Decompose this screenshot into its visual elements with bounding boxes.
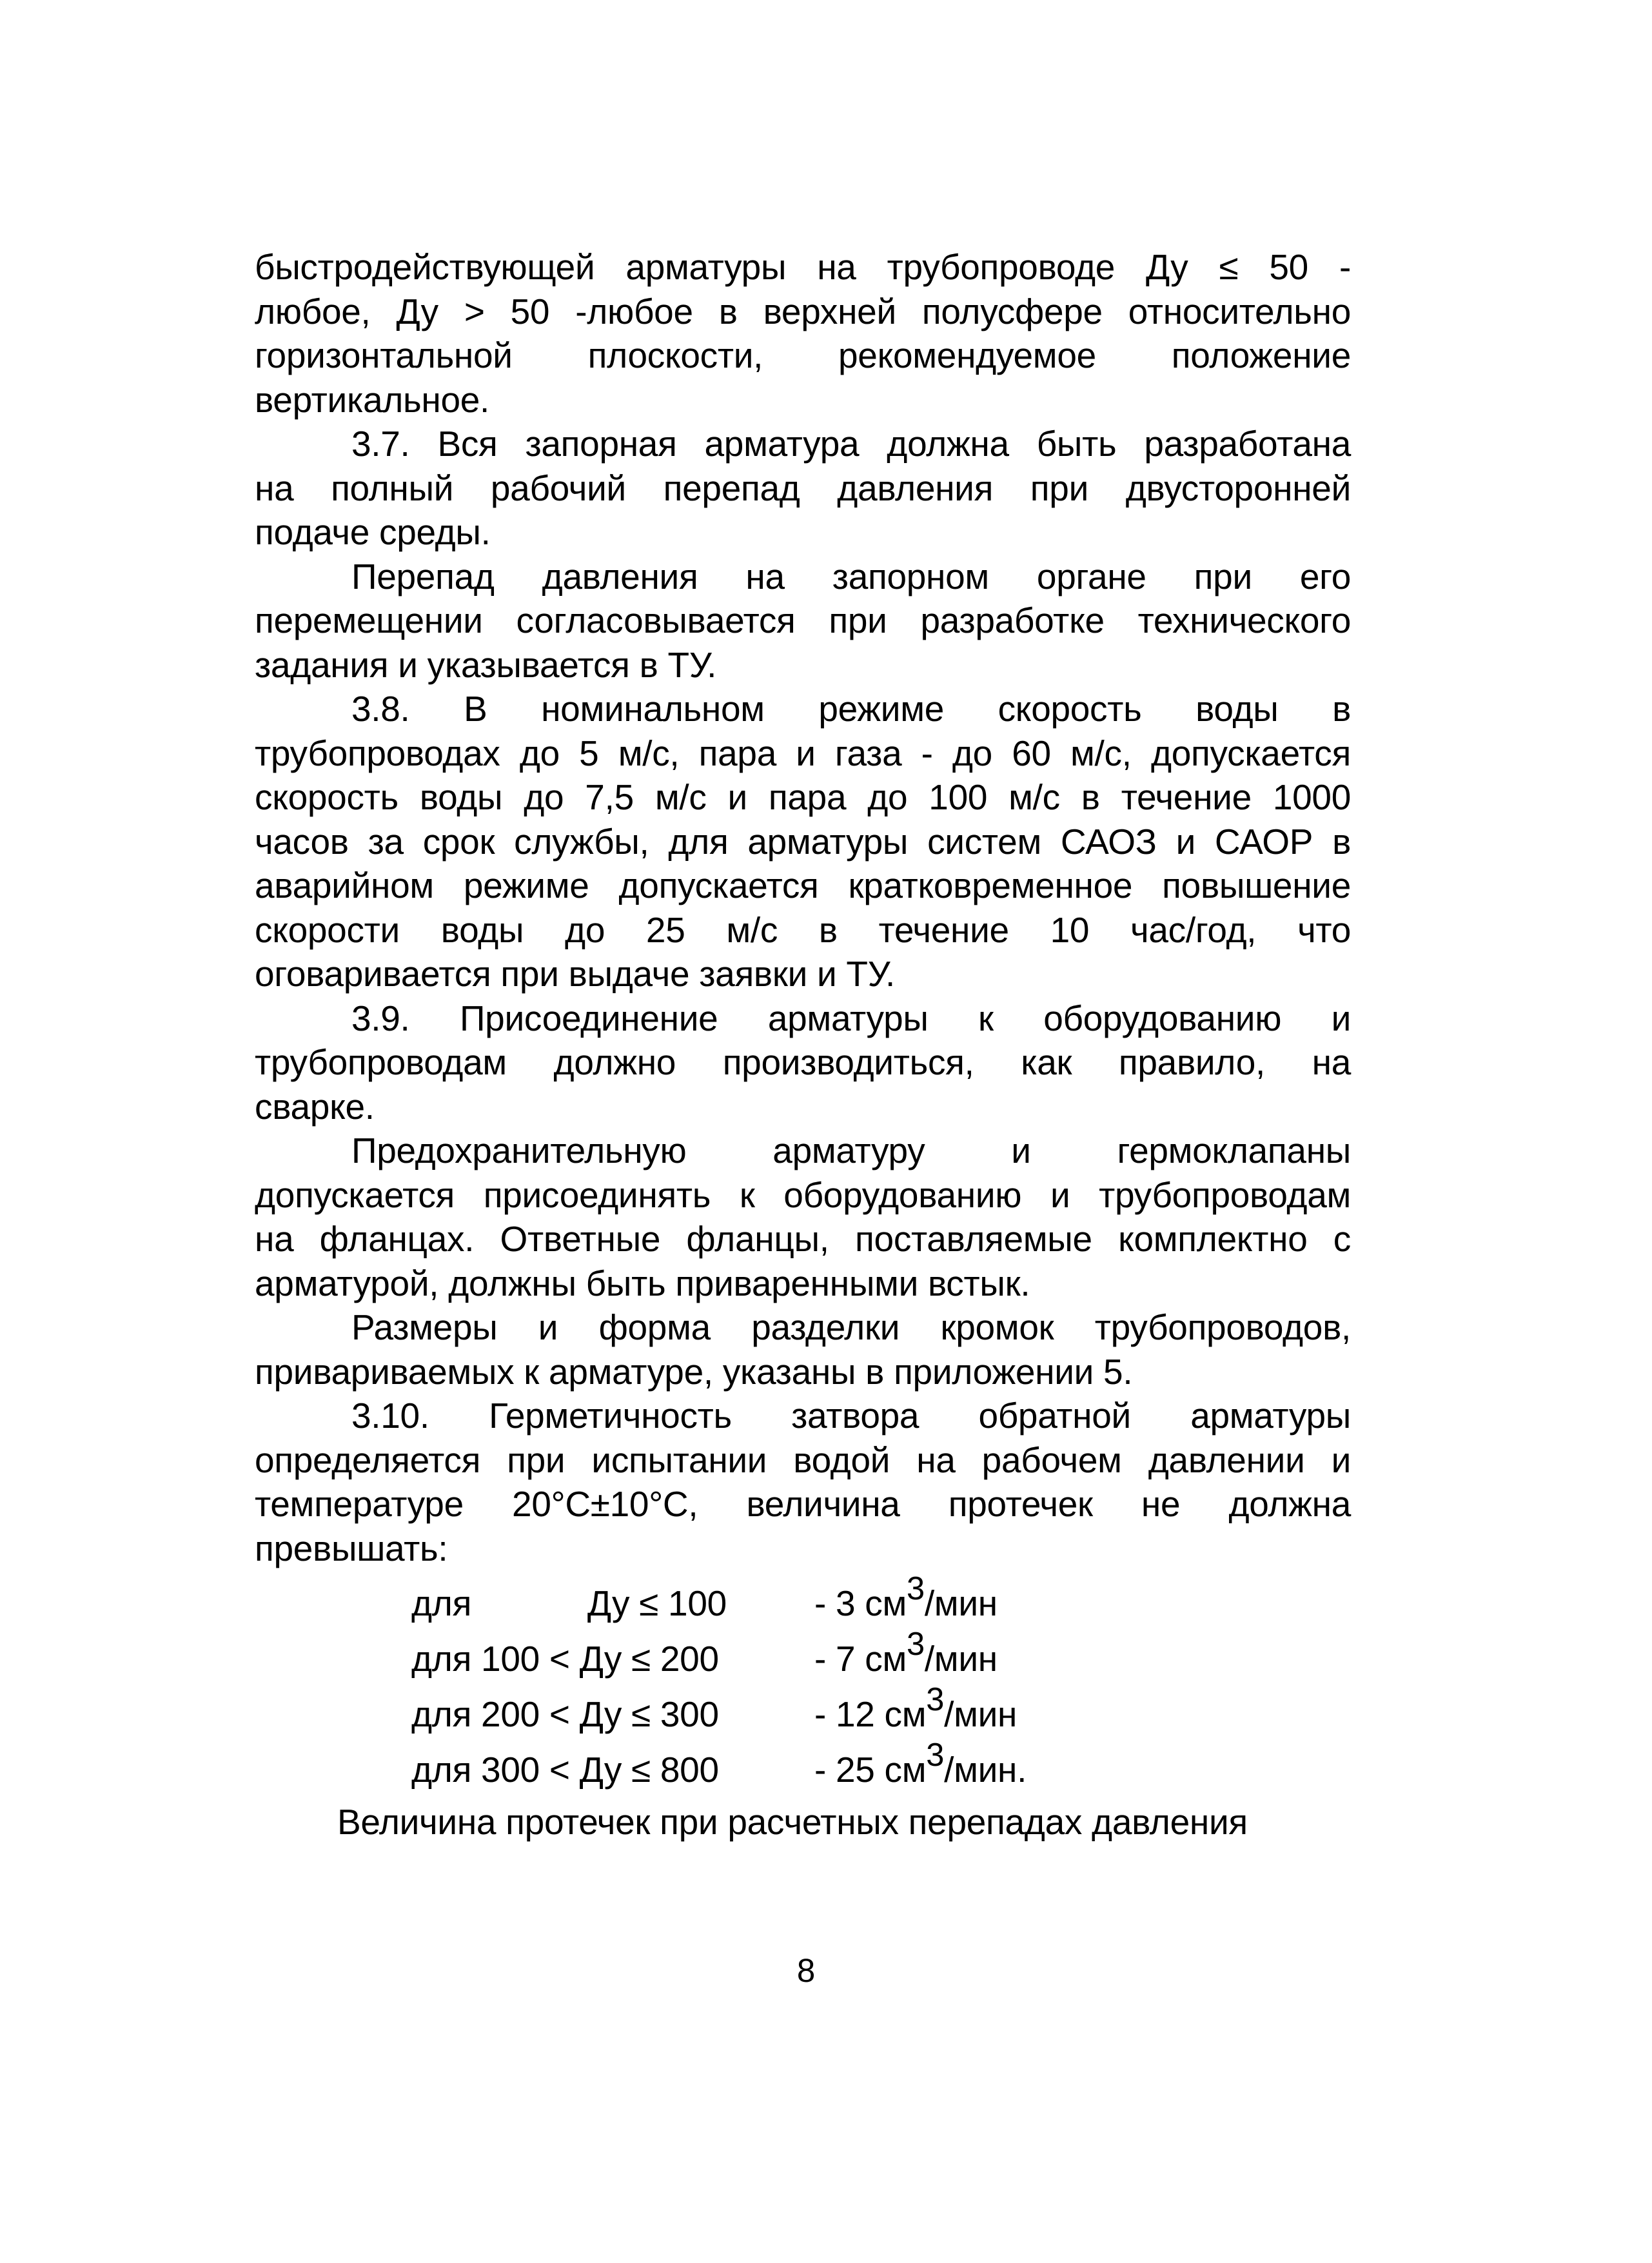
paragraph-razmery-kromok [255, 1305, 1351, 1394]
paragraph-3-7 [255, 422, 1351, 555]
leak-rate-row [411, 1680, 1351, 1742]
text-line: превышать: [255, 1528, 448, 1568]
text-line: температуре 20°С±10°С, величина протечек не должна [255, 1484, 1351, 1524]
text-line: Величина протечек при расчетных перепадах давления [337, 1802, 1248, 1842]
text-line: 3.8. В номинальном режиме скорость воды в [351, 689, 1351, 729]
text-line: определяется при испытании водой на рабочем давлении и [255, 1439, 1351, 1480]
leak-value: - 12 $см^3$/мин [814, 1680, 1018, 1734]
text-line: скорости воды до 25 м/с в течение 10 час/год, что [255, 909, 1351, 950]
document-text [255, 245, 1351, 1844]
text-line: скорость воды до 7,5 м/с и пара до 100 м/с в течение 1000 [255, 777, 1351, 817]
paragraph-3-10 [255, 1394, 1351, 1570]
paragraph-3-9 [255, 996, 1351, 1129]
text-line: оговаривается при выдаче заявки и ТУ. [255, 954, 896, 994]
paragraph-perepad-davleniya [255, 555, 1351, 687]
leak-condition: для Ду ≤ 100 [411, 1583, 727, 1623]
text-line: 3.7. Вся запорная арматура должна быть разработана [351, 424, 1351, 464]
text-line: привариваемых к арматуре, указаны в приложении 5. [255, 1351, 1133, 1392]
text-line: любое, Ду > 50 -любое в верхней полусфере относительно [255, 291, 1351, 331]
leak-rate-row [411, 1735, 1351, 1797]
leak-condition: для 100 < Ду ≤ 200 [411, 1639, 719, 1679]
superscript: 3 [906, 1569, 925, 1606]
text-line: Размеры и форма разделки кромок трубопроводов, [351, 1307, 1351, 1347]
text-line: горизонтальной плоскости, рекомендуемое положение [255, 335, 1351, 375]
leak-value: - 25 $см^3$/мин. [814, 1735, 1027, 1790]
leak-rate-list [255, 1570, 1351, 1800]
paragraph-velichina-protechek [255, 1800, 1351, 1844]
leak-value: - 3 $см^3$/мин [814, 1569, 998, 1623]
text-line: на фланцах. Ответные фланцы, поставляемые комплектно с [255, 1219, 1351, 1259]
text-line: быстродействующей арматуры на трубопроводе Ду ≤ 50 - [255, 247, 1351, 287]
text-line: допускается присоединять к оборудованию и трубопроводам [255, 1174, 1351, 1215]
leak-value: - 7 $см^3$/мин [814, 1625, 998, 1679]
leak-condition: для 200 < Ду ≤ 300 [411, 1694, 719, 1734]
paragraph-3-8 [255, 687, 1351, 996]
superscript: 3 [906, 1625, 925, 1662]
text-line: часов за срок службы, для арматуры систем САОЗ и САОР в [255, 821, 1351, 862]
leak-rate-row [411, 1625, 1351, 1686]
paragraph-predohranitelnaya-armatura [255, 1129, 1351, 1305]
leak-condition: для 300 < Ду ≤ 800 [411, 1750, 719, 1790]
leak-rate-row [411, 1569, 1351, 1631]
text-line: 3.10. Герметичность затвора обратной арматуры [351, 1396, 1351, 1436]
text-line: арматурой, должны быть приваренными встык. [255, 1263, 1030, 1303]
text-line: трубопроводах до 5 м/с, пара и газа - до 60 м/с, допускается [255, 733, 1351, 773]
text-line: вертикальное. [255, 379, 490, 420]
superscript: 3 [926, 1735, 945, 1773]
text-line: задания и указывается в ТУ. [255, 644, 717, 685]
text-line: на полный рабочий перепад давления при двусторонней [255, 468, 1351, 508]
text-line: сварке. [255, 1086, 375, 1127]
text-line: аварийном режиме допускается кратковременное повышение [255, 865, 1351, 905]
text-line: Перепад давления на запорном органе при его [351, 556, 1351, 597]
text-line: Предохранительную арматуру и гермоклапаны [351, 1131, 1351, 1171]
text-line: подаче среды. [255, 512, 491, 552]
page-number: 8 [796, 1952, 816, 1989]
text-line: 3.9. Присоединение арматуры к оборудованию и [351, 998, 1351, 1038]
superscript: 3 [926, 1680, 945, 1717]
text-line: перемещении согласовывается при разработке технического [255, 600, 1351, 640]
paragraph-continuation [255, 245, 1351, 422]
text-line: трубопроводам должно производиться, как правило, на [255, 1042, 1351, 1082]
